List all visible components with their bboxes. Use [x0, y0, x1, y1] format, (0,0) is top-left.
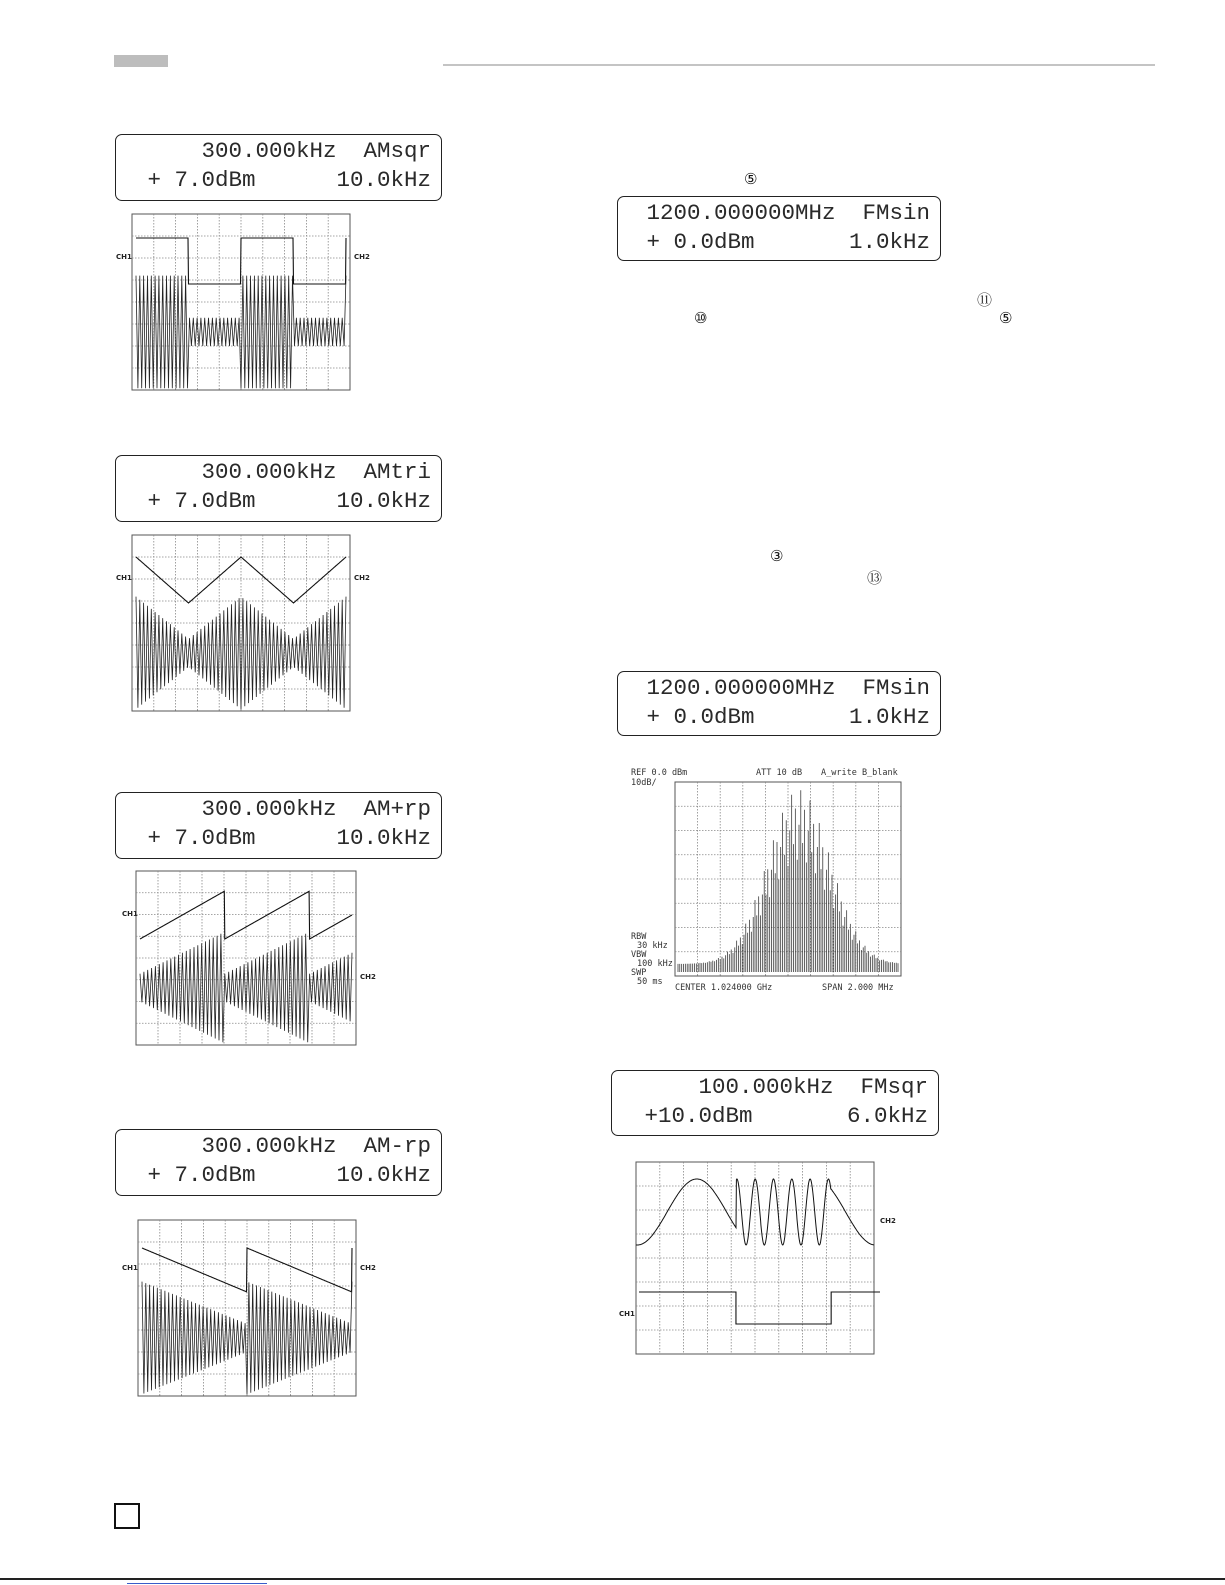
lcd-line-level: +10.0dBm 6.0kHz — [644, 1103, 928, 1129]
circled-ref-13: ⑬ — [867, 569, 883, 587]
lcd-line-frequency: 100.000kHz FMsqr — [698, 1074, 928, 1100]
header-rule — [443, 64, 1155, 66]
channel-1-label: CH1 — [116, 574, 132, 582]
lcd-display-fm-square — [611, 1070, 939, 1136]
spectrum-vbw-value: 100 kHz — [637, 959, 673, 969]
channel-2-label: CH2 — [880, 1217, 896, 1225]
spectrum-span: SPAN 2.000 MHz — [822, 983, 894, 993]
channel-2-label: CH2 — [354, 253, 370, 261]
scope-graticule-lines — [136, 871, 356, 1045]
spectrum-scale: 10dB/ — [631, 778, 657, 788]
spectrum-center-frequency: CENTER 1.024000 GHz — [675, 983, 773, 993]
spectrum-rbw-label: RBW — [631, 932, 647, 942]
spectrum-swp-label: SWP — [631, 968, 647, 978]
spectrum-analyzer-display — [625, 764, 915, 996]
spectrum-rbw-value: 30 kHz — [637, 941, 668, 951]
lcd-line-frequency: 1200.000000MHz FMsin — [646, 675, 930, 701]
oscilloscope-fm-square — [618, 1160, 908, 1360]
lcd-display-fm-sine-2 — [617, 671, 941, 736]
lcd-line-frequency: 300.000kHz AM+rp — [201, 796, 431, 822]
lcd-line-frequency: 300.000kHz AMtri — [201, 459, 431, 485]
circled-ref-5: ⑤ — [744, 170, 758, 188]
channel-2-label: CH2 — [360, 1264, 376, 1272]
channel-2-label: CH2 — [360, 973, 376, 981]
lcd-display-am-ramp-down — [115, 1129, 442, 1196]
lcd-line-frequency: 300.000kHz AM-rp — [201, 1133, 431, 1159]
lcd-line-level: + 7.0dBm 10.0kHz — [147, 825, 431, 851]
spectrum-swp-value: 50 ms — [637, 977, 663, 987]
oscilloscope-am-ramp-down — [120, 1218, 380, 1398]
scope-graticule-lines — [636, 1162, 874, 1354]
footer-link-underline — [127, 1583, 267, 1584]
lcd-display-am-square — [115, 134, 442, 201]
channel-1-label: CH1 — [122, 910, 138, 918]
section-tab-marker — [114, 55, 168, 67]
spectrum-trace-mode: A_write B_blank — [821, 768, 898, 778]
spectrum-trace — [678, 790, 898, 972]
spectrum-attenuation: ATT 10 dB — [756, 768, 803, 778]
modulating-signal-trace — [136, 238, 346, 284]
lcd-line-level: + 7.0dBm 10.0kHz — [147, 1162, 431, 1188]
square-modulation-trace — [639, 1292, 880, 1324]
oscilloscope-am-square — [114, 212, 374, 392]
lcd-display-am-triangle — [115, 455, 442, 522]
lcd-display-am-ramp-up — [115, 792, 442, 859]
spectrum-ref-level: REF 0.0 dBm — [631, 768, 688, 778]
circled-ref-11: ⑪ — [977, 291, 993, 309]
circled-ref-10: ⑩ — [694, 309, 708, 327]
lcd-line-level: + 0.0dBm 1.0kHz — [646, 704, 930, 730]
page-number-box — [114, 1503, 140, 1529]
spectrum-vbw-label: VBW — [631, 950, 647, 960]
footer-rule — [0, 1578, 1225, 1580]
lcd-line-level: + 7.0dBm 10.0kHz — [147, 488, 431, 514]
modulating-signal-trace — [142, 1248, 352, 1292]
channel-2-label: CH2 — [354, 574, 370, 582]
circled-ref-5: ⑤ — [999, 309, 1013, 327]
lcd-display-fm-sine-1 — [617, 196, 941, 261]
oscilloscope-am-ramp-up — [120, 869, 380, 1049]
lcd-line-level: + 7.0dBm 10.0kHz — [147, 167, 431, 193]
oscilloscope-am-triangle — [114, 533, 374, 713]
lcd-line-frequency: 1200.000000MHz FMsin — [646, 200, 930, 226]
lcd-line-frequency: 300.000kHz AMsqr — [201, 138, 431, 164]
channel-1-label: CH1 — [122, 1264, 138, 1272]
channel-1-label: CH1 — [116, 253, 132, 261]
channel-1-label: CH1 — [619, 1310, 635, 1318]
lcd-line-level: + 0.0dBm 1.0kHz — [646, 229, 930, 255]
circled-ref-3: ③ — [770, 547, 784, 565]
